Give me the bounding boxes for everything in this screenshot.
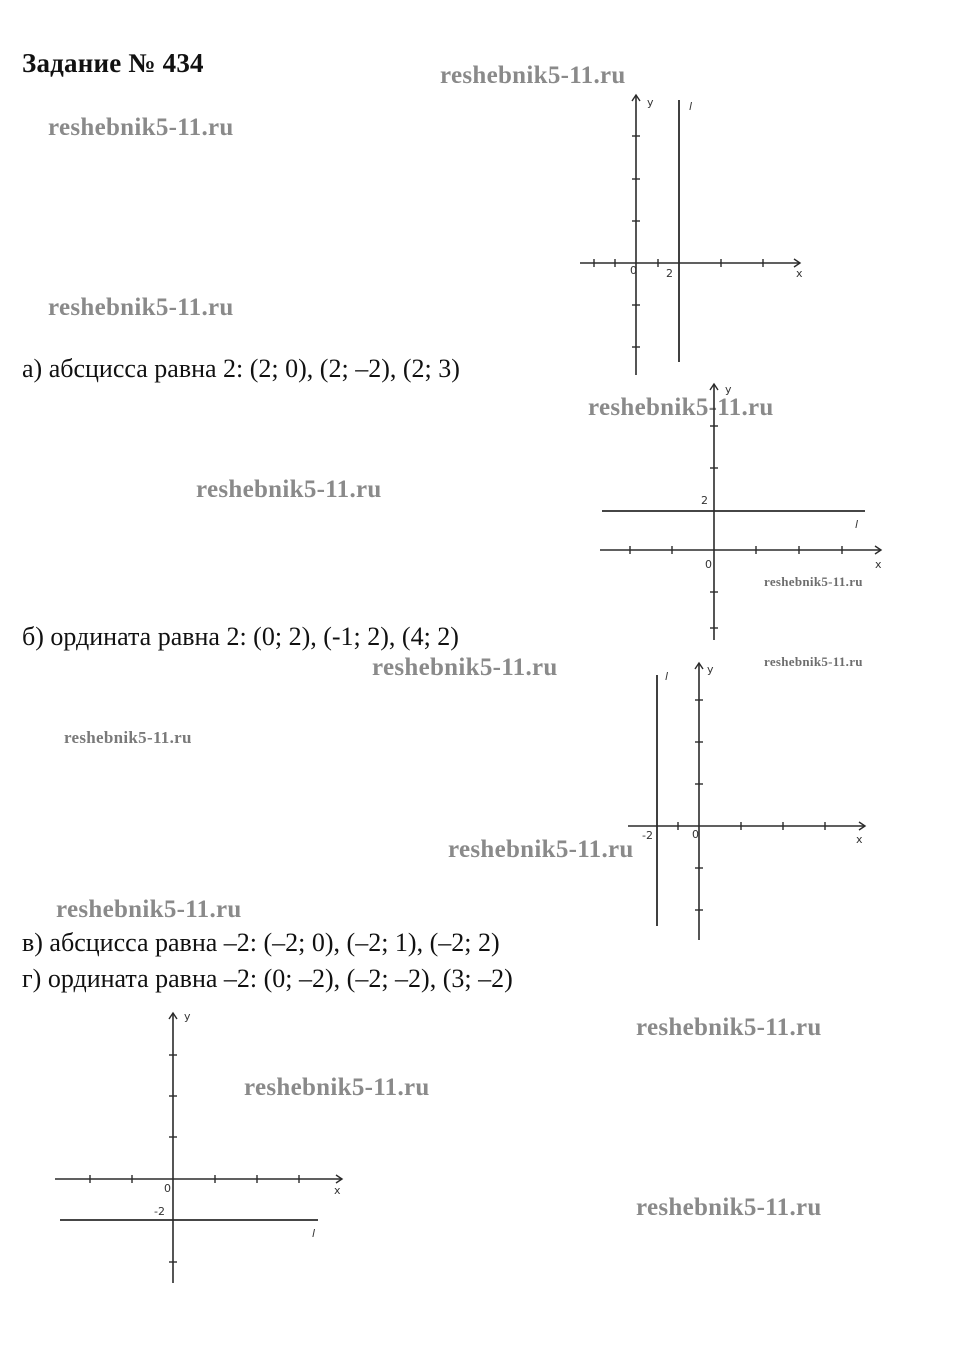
watermark: reshebnik5-11.ru xyxy=(48,294,234,321)
x-axis-label: x xyxy=(334,1184,341,1197)
origin-label: 0 xyxy=(164,1182,171,1195)
watermark: reshebnik5-11.ru xyxy=(764,574,863,589)
tick-label: -2 xyxy=(154,1205,165,1218)
origin-label: 0 xyxy=(692,828,699,841)
watermark: reshebnik5-11.ru xyxy=(196,476,382,503)
tick-label: 2 xyxy=(666,267,673,280)
watermark: reshebnik5-11.ru xyxy=(56,896,242,923)
answer-g: г) ордината равна –2: (0; –2), (–2; –2), (3; –2) xyxy=(22,964,513,993)
watermark: reshebnik5-11.ru xyxy=(244,1074,430,1101)
tick-label: -2 xyxy=(642,829,653,842)
graph-g xyxy=(50,1008,350,1288)
watermark: reshebnik5-11.ru xyxy=(636,1194,822,1221)
tick-label: 2 xyxy=(701,494,708,507)
y-axis-label: y xyxy=(725,383,732,396)
origin-label: 0 xyxy=(705,558,712,571)
watermark: reshebnik5-11.ru xyxy=(372,654,558,681)
watermark: reshebnik5-11.ru xyxy=(636,1014,822,1041)
line-label: l xyxy=(689,100,693,113)
line-label: l xyxy=(665,670,669,683)
y-axis-label: y xyxy=(184,1010,191,1023)
watermark: reshebnik5-11.ru xyxy=(588,394,774,421)
task-title: Задание № 434 xyxy=(22,48,204,78)
graph-a xyxy=(575,90,815,380)
watermark: reshebnik5-11.ru xyxy=(64,728,192,747)
watermark: reshebnik5-11.ru xyxy=(448,836,634,863)
x-axis-label: x xyxy=(796,267,803,280)
graph-v xyxy=(625,660,870,945)
answer-a: а) абсцисса равна 2: (2; 0), (2; –2), (2; 3) xyxy=(22,354,460,383)
origin-label: 0 xyxy=(630,264,637,277)
y-axis-label: y xyxy=(647,96,654,109)
answer-v: в) абсцисса равна –2: (–2; 0), (–2; 1), (–2; 2) xyxy=(22,928,500,957)
line-label: l xyxy=(312,1227,316,1240)
answer-b: б) ордината равна 2: (0; 2), (-1; 2), (4; 2) xyxy=(22,622,459,651)
x-axis-label: x xyxy=(856,833,863,846)
watermark: reshebnik5-11.ru xyxy=(48,114,234,141)
graph-b xyxy=(597,378,887,643)
line-label: l xyxy=(855,518,859,531)
y-axis-label: y xyxy=(707,663,714,676)
watermark: reshebnik5-11.ru xyxy=(440,62,626,89)
x-axis-label: x xyxy=(875,558,882,571)
watermark: reshebnik5-11.ru xyxy=(764,654,863,669)
